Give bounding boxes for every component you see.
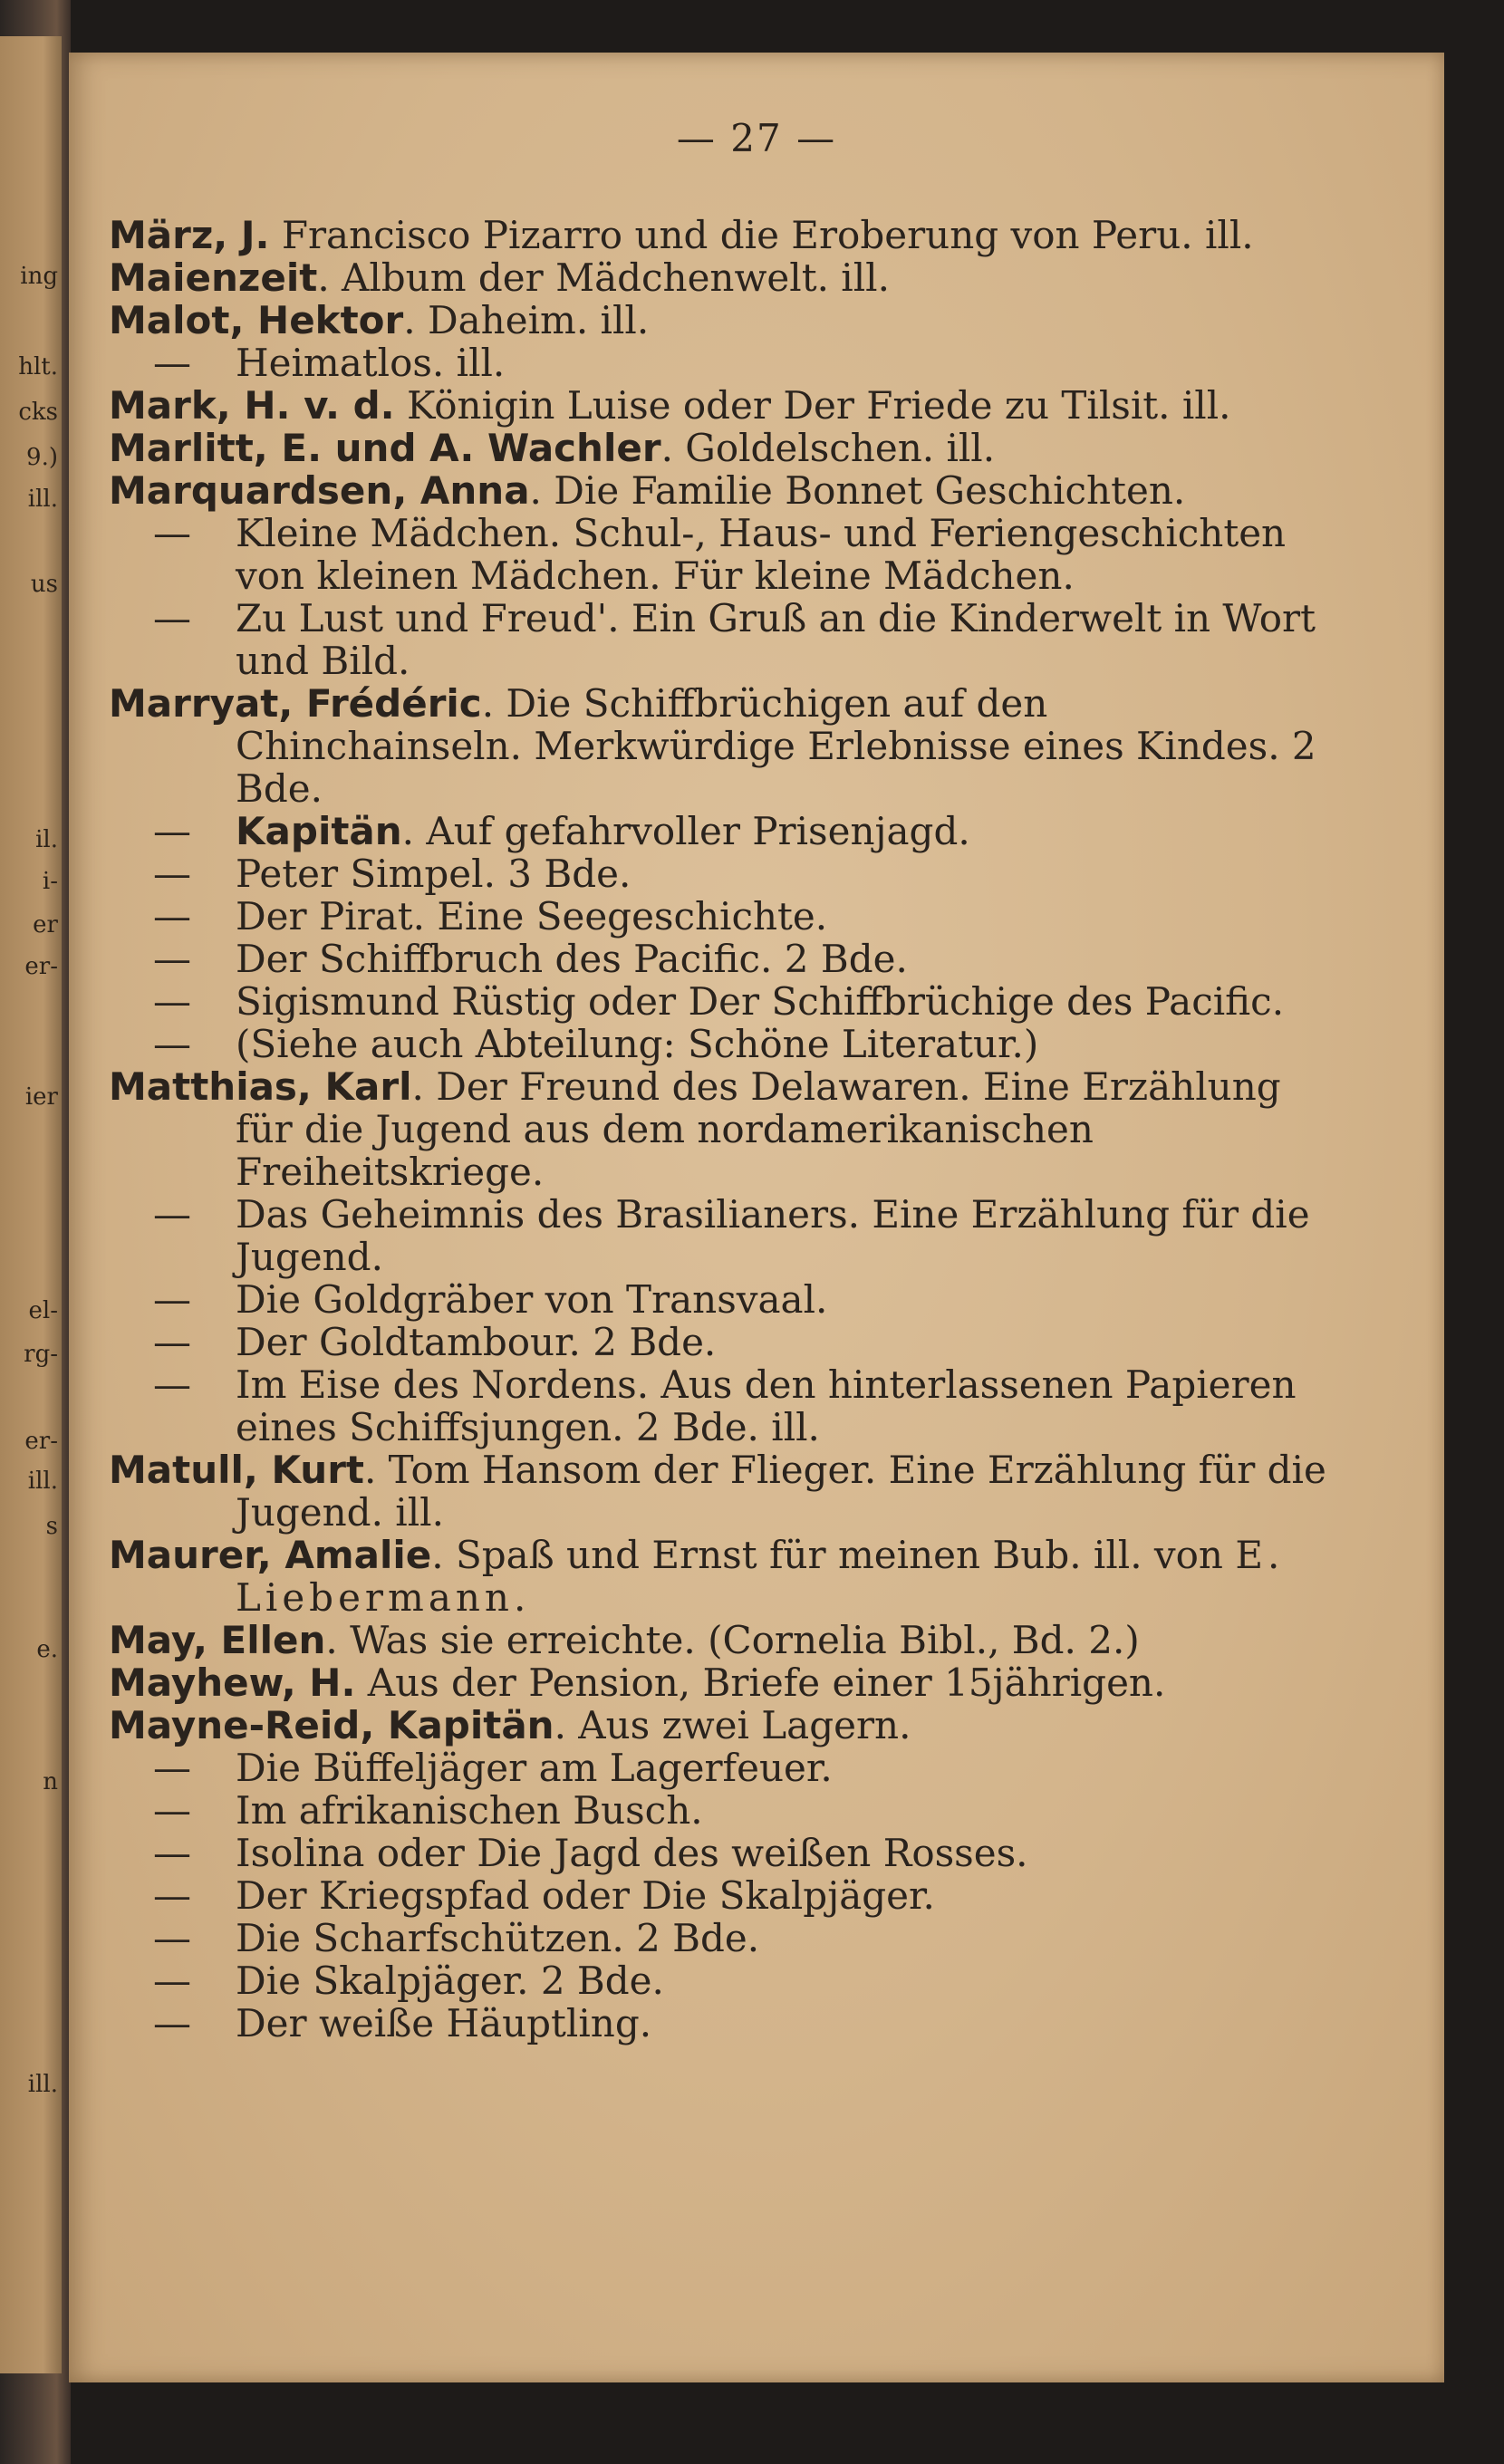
entry-title: . Auf gefahrvoller Prisenjagd. — [401, 809, 970, 853]
previous-page-text-fragment: s — [45, 1513, 58, 1540]
catalog-sub-entry — [109, 810, 1341, 852]
previous-page-text-fragment: ier — [24, 1083, 58, 1111]
catalog-sub-entry — [109, 1959, 1341, 2002]
entry-title: . Daheim. ill. — [403, 298, 650, 342]
entry-title: . Aus zwei Lagern. — [554, 1703, 911, 1747]
catalog-entry — [109, 1449, 1341, 1534]
previous-page-text-fragment: er- — [24, 1428, 58, 1455]
entry-author: März, J. — [109, 213, 270, 257]
ditto-dash: — — [153, 852, 191, 896]
entry-title: Zu Lust und Freud'. Ein Gruß an die Kinderwelt in Wort und Bild. — [236, 596, 1316, 683]
catalog-sub-entry — [109, 980, 1341, 1023]
ditto-dash: — — [153, 1746, 191, 1790]
catalog-entries — [109, 214, 1341, 2045]
catalog-sub-entry — [109, 1278, 1341, 1321]
entry-author: Maurer, Amalie — [109, 1533, 432, 1577]
entry-title: Die Skalpjäger. 2 Bde. — [236, 1959, 664, 2003]
catalog-entry — [109, 299, 1341, 342]
entry-title: Im afrikanischen Busch. — [236, 1788, 703, 1833]
entry-title: . Die Familie Bonnet Geschichten. — [529, 468, 1186, 513]
entry-title: Sigismund Rüstig oder Der Schiffbrüchige des Pacific. — [236, 979, 1285, 1024]
previous-page-text-fragment: el- — [28, 1297, 58, 1324]
entry-author: May, Ellen — [109, 1618, 326, 1662]
previous-page-text-fragment: er- — [24, 953, 58, 980]
catalog-sub-entry — [109, 1321, 1341, 1363]
ditto-dash: — — [153, 1022, 191, 1066]
ditto-dash: — — [153, 596, 191, 640]
entry-title: Der Kriegspfad oder Die Skalpjäger. — [236, 1873, 935, 1918]
ditto-dash: — — [153, 1320, 191, 1364]
ditto-dash: — — [153, 894, 191, 938]
catalog-sub-entry — [109, 512, 1341, 597]
catalog-sub-entry — [109, 895, 1341, 938]
catalog-entry — [109, 256, 1341, 299]
entry-author: Matull, Kurt — [109, 1448, 364, 1492]
entry-title: . Der Freund des Delawaren. Eine Erzählung für die Jugend aus dem nordamerikanischen Freiheitskriege. — [236, 1064, 1281, 1194]
previous-page-text-fragment: il. — [35, 826, 58, 853]
entry-title: Die Goldgräber von Transvaal. — [236, 1277, 828, 1322]
previous-page-text-fragment: ill. — [27, 486, 58, 513]
entry-author: Mark, H. v. d. — [109, 383, 395, 428]
entry-title: Der Goldtambour. 2 Bde. — [236, 1320, 717, 1364]
entry-title: Kleine Mädchen. Schul-, Haus- und Feriengeschichten von kleinen Mädchen. Für kleine Mädchen. — [236, 511, 1287, 598]
entry-tail: . — [513, 1575, 526, 1620]
catalog-entry — [109, 1619, 1341, 1661]
catalog-sub-entry — [109, 1363, 1341, 1449]
entry-title: Der Pirat. Eine Seegeschichte. — [236, 894, 828, 938]
previous-page-text-fragment: ill. — [27, 1468, 58, 1495]
ditto-dash: — — [153, 809, 191, 853]
entry-title: . Spaß und Ernst für meinen Bub. ill. von — [431, 1533, 1236, 1577]
catalog-sub-entry — [109, 597, 1341, 682]
catalog-sub-entry — [109, 342, 1341, 384]
ditto-dash: — — [153, 1192, 191, 1237]
catalog-entry — [109, 214, 1341, 256]
ditto-dash: — — [153, 1916, 191, 1960]
ditto-dash: — — [153, 979, 191, 1024]
entry-title: Die Büffeljäger am Lagerfeuer. — [236, 1746, 833, 1790]
catalog-sub-entry — [109, 1874, 1341, 1917]
previous-page-text-fragment: er — [33, 911, 58, 938]
catalog-entry — [109, 1661, 1341, 1704]
entry-title: Der Schiffbruch des Pacific. 2 Bde. — [236, 937, 908, 981]
entry-title: Das Geheimnis des Brasilianers. Eine Erzählung für die Jugend. — [236, 1192, 1310, 1279]
ditto-dash: — — [153, 2001, 191, 2045]
entry-title: Im Eise des Nordens. Aus den hinterlassenen Papieren eines Schiffsjungen. 2 Bde. ill. — [236, 1362, 1297, 1449]
ditto-dash: — — [153, 1277, 191, 1322]
entry-author: Marlitt, E. und A. Wachler — [109, 426, 661, 470]
entry-title: Isolina oder Die Jagd des weißen Rosses. — [236, 1831, 1028, 1875]
book-page — [69, 53, 1444, 2382]
previous-page-text-fragment: ing — [20, 263, 58, 290]
catalog-sub-entry — [109, 1023, 1341, 1065]
entry-title: Aus der Pension, Briefe einer 15jährigen. — [355, 1660, 1166, 1705]
catalog-entry — [109, 1534, 1341, 1619]
ditto-dash: — — [153, 341, 191, 385]
entry-title: Peter Simpel. 3 Bde. — [236, 852, 631, 896]
previous-page-text-fragment: ill. — [27, 2071, 58, 2098]
catalog-entry — [109, 682, 1341, 810]
catalog-sub-entry — [109, 938, 1341, 980]
ditto-dash: — — [153, 1831, 191, 1875]
entry-title: . Album der Mädchenwelt. ill. — [317, 255, 890, 300]
catalog-sub-entry — [109, 1789, 1341, 1832]
entry-title: Heimatlos. ill. — [236, 341, 506, 385]
entry-title: (Siehe auch Abteilung: Schöne Literatur.) — [236, 1022, 1039, 1066]
entry-author: Mayhew, H. — [109, 1660, 356, 1705]
entry-title: . Tom Hansom der Flieger. Eine Erzählung für die Jugend. ill. — [236, 1448, 1326, 1535]
catalog-sub-entry — [109, 1832, 1341, 1874]
ditto-dash: — — [153, 1362, 191, 1407]
catalog-sub-entry — [109, 1747, 1341, 1789]
catalog-sub-entry — [109, 1193, 1341, 1278]
previous-page-text-fragment: hlt. — [18, 353, 58, 380]
entry-title: . Was sie erreichte. (Cornelia Bibl., Bd. 2.) — [325, 1618, 1140, 1662]
previous-page-text-fragment: i- — [42, 868, 58, 895]
entry-title: Die Scharfschützen. 2 Bde. — [236, 1916, 760, 1960]
catalog-entry — [109, 469, 1341, 512]
previous-page-text-fragment: 9.) — [26, 444, 58, 471]
previous-page-text-fragment: e. — [36, 1636, 58, 1663]
ditto-dash: — — [153, 1788, 191, 1833]
entry-author: Kapitän — [236, 809, 402, 853]
catalog-sub-entry — [109, 852, 1341, 895]
previous-page-text-fragment: rg- — [24, 1341, 58, 1368]
previous-page-text-fragment: us — [30, 571, 58, 598]
ditto-dash: — — [153, 1959, 191, 2003]
page-number: — 27 — — [676, 116, 837, 160]
entry-author: Matthias, Karl — [109, 1064, 412, 1109]
ditto-dash: — — [153, 511, 191, 555]
entry-author: Maienzeit — [109, 255, 318, 300]
entry-author: Mayne-Reid, Kapitän — [109, 1703, 554, 1747]
ditto-dash: — — [153, 1873, 191, 1918]
catalog-sub-entry — [109, 2002, 1341, 2045]
previous-page-text-fragment: cks — [18, 399, 58, 426]
previous-page-text-fragment: n — [43, 1768, 58, 1795]
entry-author: Marryat, Frédéric — [109, 681, 482, 726]
catalog-entry — [109, 384, 1341, 427]
entry-author: Malot, Hektor — [109, 298, 404, 342]
catalog-sub-entry — [109, 1917, 1341, 1959]
previous-page-edge — [0, 36, 62, 2373]
entry-illustrator: E. Liebermann — [236, 1533, 1285, 1620]
entry-title: Der weiße Häuptling. — [236, 2001, 652, 2045]
entry-author: Marquardsen, Anna — [109, 468, 530, 513]
catalog-entry — [109, 427, 1341, 469]
entry-title: Königin Luise oder Der Friede zu Tilsit. ill. — [394, 383, 1231, 428]
entry-title: Francisco Pizarro und die Eroberung von Peru. ill. — [269, 213, 1254, 257]
entry-title: . Die Schiffbrüchigen auf den Chinchainseln. Merkwürdige Erlebnisse eines Kindes. 2 Bde. — [236, 681, 1316, 811]
catalog-entry — [109, 1065, 1341, 1193]
entry-title: . Goldelschen. ill. — [660, 426, 996, 470]
catalog-entry — [109, 1704, 1341, 1747]
ditto-dash: — — [153, 937, 191, 981]
